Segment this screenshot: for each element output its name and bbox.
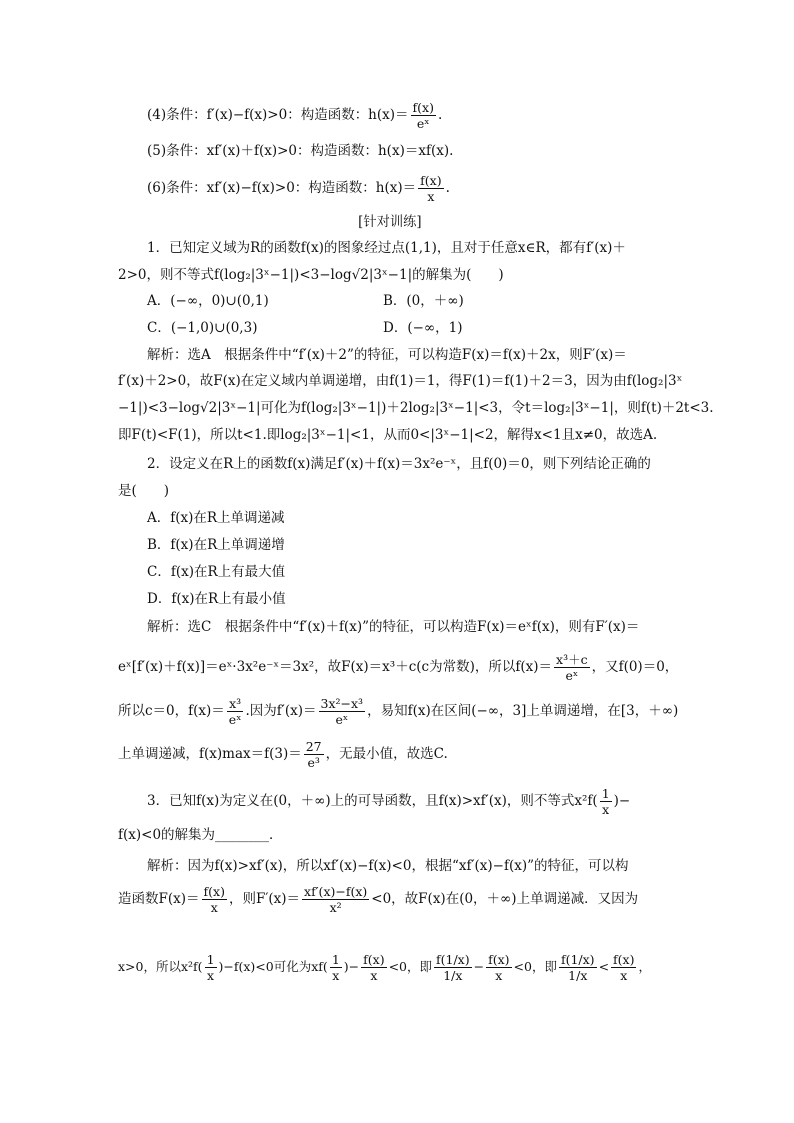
fraction-numerator: x³ [229,696,242,711]
fraction [486,952,511,983]
solution-2-line-1: 解析：选C 根据条件中“f′(x)＋f(x)”的特征，可以构造F(x)＝eˣf(x)，则有F′(x)＝ [147,619,640,635]
solution-3-line-2 [118,884,638,915]
fraction-denominator: x [427,189,435,204]
fraction-denominator: x [495,968,503,983]
solution-3-line-2-text: 造函数F(x)＝ [118,891,200,907]
text-segment: − [473,959,485,974]
fraction-numerator: 27 [305,739,322,754]
section-heading: [针对训练] [358,214,422,230]
fraction [554,652,590,683]
question-2-option-d: D．f(x)在R上有最小值 [147,591,286,607]
condition-6-end: . [445,180,450,196]
fraction-numerator: f(1/x) [560,952,595,967]
question-3-line-2: f(x)<0的解集为________． [118,827,283,843]
fraction-denominator: eˣ [335,712,349,727]
fraction [319,696,366,727]
solution-1-line-4: 即F(t)<F(1)，所以t<1.即log₂|3ˣ−1|<1，从而0<|3ˣ−1|<2，解得x<1且x≠0，故选A. [118,427,658,443]
solution-2-line-2-end: ，又f(0)＝0， [591,659,679,675]
condition-4 [147,100,442,131]
fraction-numerator: xf′(x)−f(x) [304,884,368,899]
solution-2-line-4-text: 上单调递减，f(x)max＝f(3)＝ [118,746,302,762]
condition-5: (5)条件：xf′(x)＋f(x)>0：构造函数：h(x)＝xf(x). [147,143,454,159]
condition-4-end: . [437,107,443,123]
fraction [611,952,636,983]
fraction-numerator: f(x) [488,952,510,967]
question-2-option-b: B．f(x)在R上单调递增 [147,537,285,553]
solution-1-line-2: f′(x)＋2>0，故F(x)在定义域内单调递增，由f(1)＝1，得F(1)＝f(1)＋2＝3，因为由f(log₂|3ˣ [118,373,683,389]
fraction [304,739,324,770]
condition-6 [147,173,450,204]
fraction-numerator: 3x²−x³ [320,696,364,711]
fraction-denominator: x [210,900,218,915]
fraction-denominator: eˣ [416,116,430,131]
question-1-option-a: A．(−∞，0)∪(0,1) [147,293,269,309]
fraction-denominator: x [620,968,628,983]
question-1-line-2: 2>0，则不等式f(log₂|3ˣ−1|)<3−log√2|3ˣ−1|的解集为( ) [118,267,504,283]
question-1-line-1: 1．已知定义域为R的函数f(x)的图象经过点(1,1)，且对于任意x∈R，都有f′(x)＋ [147,240,626,256]
fraction-denominator: x [207,968,215,983]
text-segment: < [598,959,610,974]
fraction-numerator: x³＋c [556,652,588,667]
question-3-line-1-end: − [618,793,631,809]
text-segment: −f(x)<0可化为xf [223,959,323,974]
fraction-denominator: x [332,968,340,983]
solution-3-line-2-mid: ，则F′(x)＝ [228,891,301,907]
question-1-option-c: C．(−1,0)∪(0,3) [147,320,258,336]
fraction [302,884,369,915]
fraction-denominator: x² [329,900,342,915]
fraction [418,173,443,204]
fraction [411,100,436,131]
text-segment: − [348,959,360,974]
condition-4-text: (4)条件：f′(x)−f(x)>0：构造函数：h(x)＝ [147,107,409,123]
solution-2-line-2 [118,652,678,683]
solution-1-line-3: −1|)<3−log√2|3ˣ−1|可化为f(log₂|3ˣ−1|)＋2log₂|3ˣ−1|<3，令t＝log₂|3ˣ−1|，则f(t)＋2t<3. [118,400,714,416]
fraction-denominator: eˣ [565,668,579,683]
fraction-numerator: f(x) [203,884,225,899]
question-2-option-a: A．f(x)在R上单调递减 [147,510,285,526]
fraction [330,952,342,983]
fraction-numerator: 1 [206,952,215,967]
text-segment: <0，即 [388,959,433,974]
solution-2-line-3-text: 所以c＝0，f(x)＝ [118,703,225,719]
fraction-denominator: x [370,968,378,983]
solution-3-line-1: 解析：因为f(x)>xf′(x)，所以xf′(x)−f(x)<0，根据“xf′(x)−f(x)”的特征，可以构 [147,858,629,874]
solution-2-line-4 [118,739,448,770]
fraction [559,952,597,983]
solution-2-line-3-mid: .因为f′(x)＝ [245,703,317,719]
fraction-numerator: f(1/x) [436,952,470,967]
fraction-denominator: 1/x [443,968,463,983]
fraction-numerator: 1 [601,786,610,801]
solution-2-line-2-text: eˣ[f′(x)＋f(x)]＝eˣ·3x²e⁻ˣ＝3x²，故F(x)＝x³＋c(c为常数)，所以f(x)＝ [118,659,553,675]
fraction [227,696,244,727]
fraction [361,952,386,983]
solution-3-line-2-end: <0，故F(x)在(0，＋∞)上单调递减．又因为 [371,891,639,907]
question-2-line-2: 是( ) [118,483,170,499]
text-segment: ， [638,959,651,974]
fraction-denominator: 1/x [568,968,588,983]
fraction-numerator: f(x) [412,100,434,115]
text-segment: x>0，所以x²f [118,959,198,974]
fraction-numerator: f(x) [613,952,635,967]
fraction-numerator: f(x) [420,173,442,188]
fraction-denominator: e³ [307,755,320,770]
solution-1-line-1: 解析：选A 根据条件中“f′(x)＋2”的特征，可以构造F(x)＝f(x)＋2x，则F′(x)＝ [147,347,627,363]
fraction [434,952,472,983]
question-1-option-d: D．(−∞，1) [383,320,463,336]
solution-2-line-3 [118,696,678,727]
fraction [600,786,612,817]
fraction-denominator: eˣ [228,712,242,727]
question-2-option-c: C．f(x)在R上有最大值 [147,564,286,580]
fraction-numerator: 1 [331,952,340,967]
fraction [205,952,217,983]
solution-3-line-3: x>0，所以x²f( $\frac{1}{x}$ )−f(x)<0可化为xf( $\frac{1}{x}$ )− $\frac{f(x)}{x}$ <0，即 $\frac{f(1/x)}{1/x}$ − $\frac{f(x)}{x}$ <0，即 $\frac{f(1/x)}{1/x}$ < $\frac{f(x)}{x}$ ， [118,952,651,983]
question-2-line-1: 2．设定义在R上的函数f(x)满足f′(x)＋f(x)＝3x²e⁻ˣ，且f(0)＝0，则下列结论正确的 [147,456,651,472]
fraction-denominator: x [602,802,610,817]
solution-2-line-3-end: ，易知f(x)在区间(−∞，3]上单调递增，在[3，＋∞) [367,703,679,719]
fraction-numerator: f(x) [363,952,385,967]
condition-6-text: (6)条件：xf′(x)−f(x)>0：构造函数：h(x)＝ [147,180,417,196]
solution-2-line-4-end: ，无最小值，故选C. [325,746,448,762]
question-1-option-b: B．(0，＋∞) [383,293,464,309]
question-3-line-1: 3．已知f(x)为定义在(0，＋∞)上的可导函数，且f(x)>xf′(x)，则不等式x²f( $\frac{1}{x}$ )− [147,786,631,817]
question-3-line-1-text: 3．已知f(x)为定义在(0，＋∞)上的可导函数，且f(x)>xf′(x)，则不等式x²f [147,793,593,809]
text-segment: <0，即 [513,959,557,974]
fraction [202,884,227,915]
